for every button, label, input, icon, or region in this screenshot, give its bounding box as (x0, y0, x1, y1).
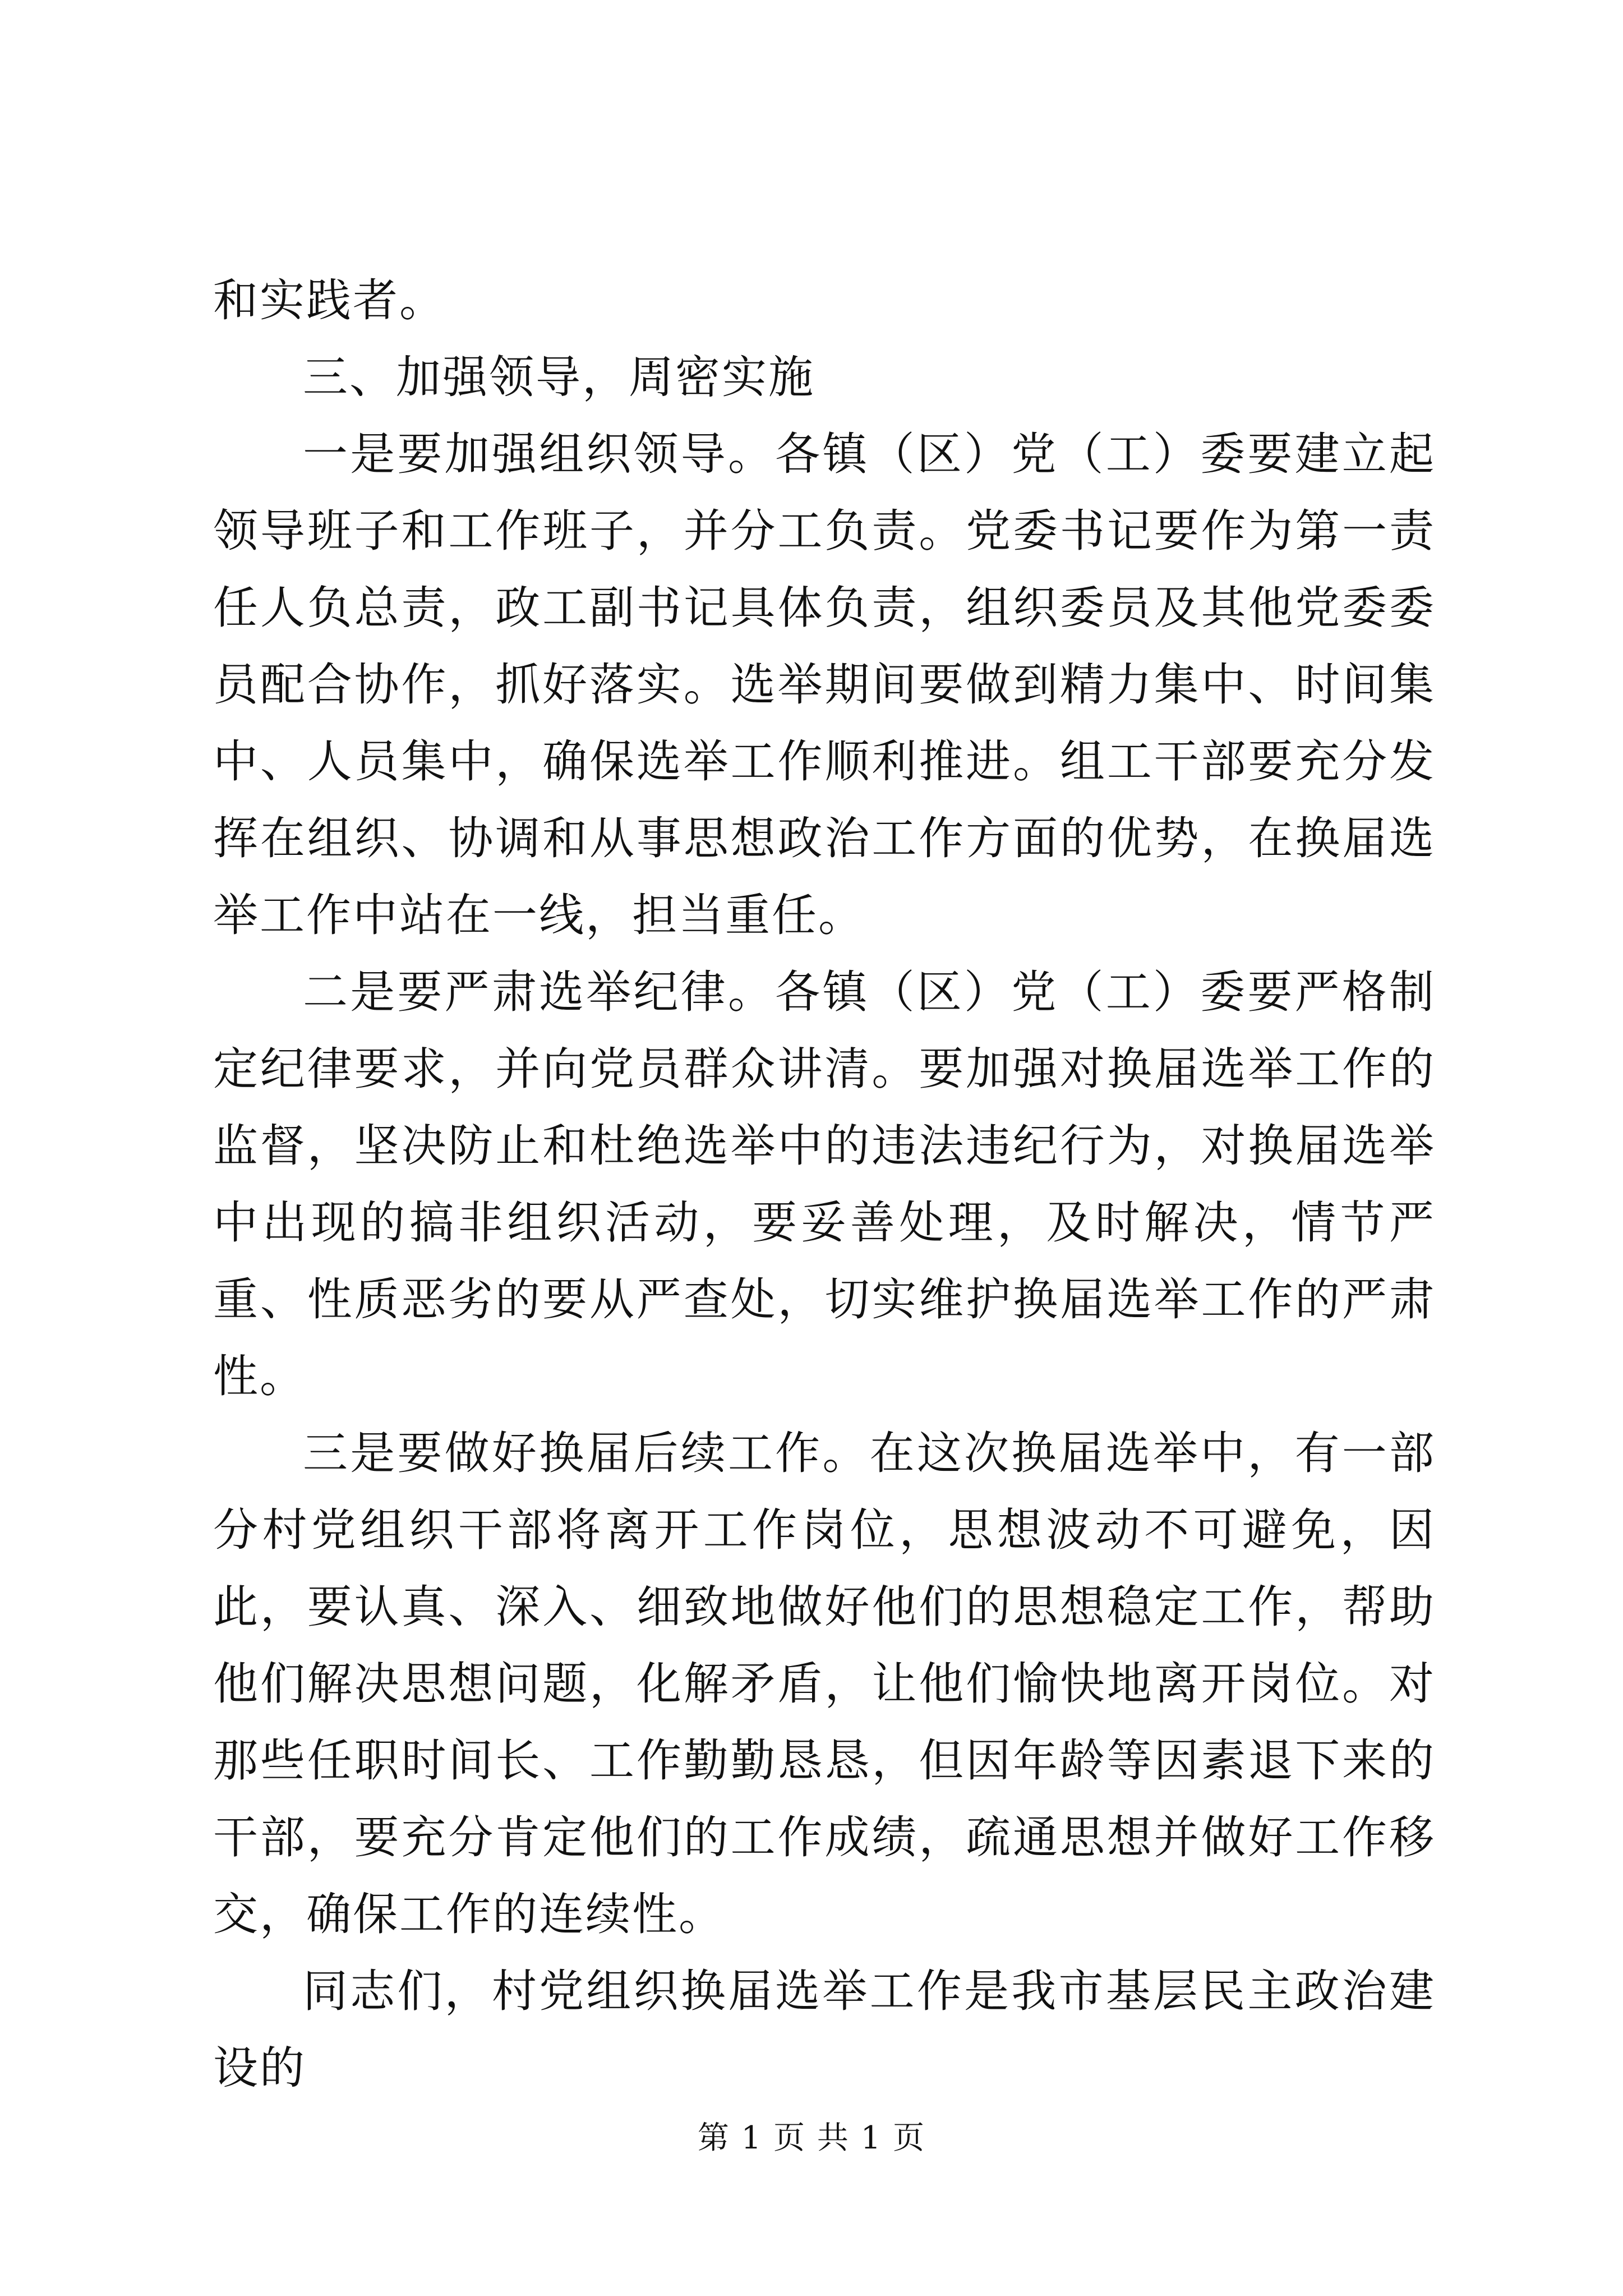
paragraph-closing: 同志们，村党组织换届选举工作是我市基层民主政治建设的 (213, 1965, 1436, 2094)
paragraph-election-discipline: 二是要严肃选举纪律。各镇（区）党（工）委要严格制定纪律要求，并向党员群众讲清。要加强对换届选举工作的监督，坚决防止和杜绝选举中的违法违纪行为，对换届选举中出现的搞非组织活动，要妥善处理，及时解决，情节严重、性质恶劣的要从严查处，切实维护换届选举工作的严肃性。 (213, 966, 1436, 1402)
section-heading: 三、加强领导，周密实施 (303, 351, 815, 403)
paragraph-1: 和实践者。 (213, 274, 446, 326)
document-body (213, 262, 1436, 2106)
paragraph-follow-up-work: 三是要做好换届后续工作。在这次换届选举中，有一部分村党组织干部将离开工作岗位，思想波动不可避免，因此，要认真、深入、细致地做好他们的思想稳定工作，帮助他们解决思想问题，化解矛盾，让他们愉快地离开岗位。对那些任职时间长、工作勤勤恳恳，但因年龄等因素退下来的干部，要充分肯定他们的工作成绩，疏通思想并做好工作移交，确保工作的连续性。 (213, 1427, 1436, 1940)
paragraph-organization-leadership: 一是要加强组织领导。各镇（区）党（工）委要建立起领导班子和工作班子，并分工负责。党委书记要作为第一责任人负总责，政工副书记具体负责，组织委员及其他党委委员配合协作，抓好落实。选举期间要做到精力集中、时间集中、人员集中，确保选举工作顺利推进。组工干部要充分发挥在组织、协调和从事思想政治工作方面的优势，在换届选举工作中站在一线，担当重任。 (213, 428, 1436, 941)
page-footer: 第 1 页 共 1 页 (697, 2120, 926, 2156)
